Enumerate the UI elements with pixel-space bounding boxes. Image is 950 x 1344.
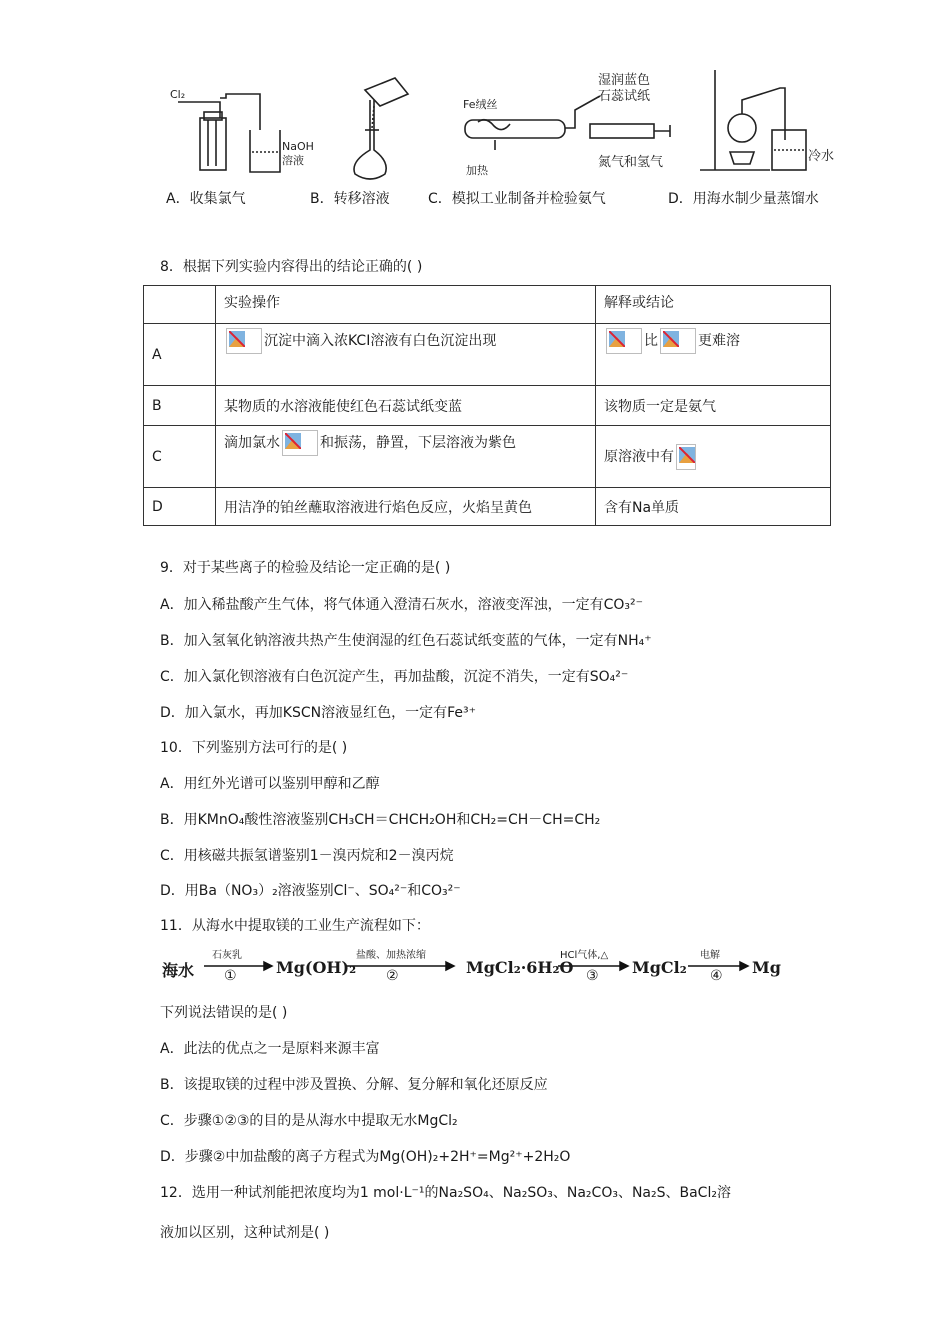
q8-table: [143, 285, 831, 526]
flow-node-seawater: 海水: [162, 961, 195, 980]
q9-option-a: A．加入稀盐酸产生气体，将气体通入澄清石灰水，溶液变浑浊，一定有CO₃²⁻: [160, 597, 643, 613]
q10-option-d: D．用Ba（NO₃）₂溶液鉴别Cl⁻、SO₄²⁻和CO₃²⁻: [160, 883, 461, 899]
apparatus-d-drawing: [700, 70, 806, 170]
q8-row-b: [144, 386, 831, 426]
flow-step-2: ②: [386, 968, 399, 984]
label-heat: 加热: [466, 164, 488, 177]
label-fe-wool: Fe绒丝: [463, 98, 498, 111]
q8-header-operation: 实验操作: [216, 286, 596, 324]
label-paper-1: 湿润蓝色: [598, 73, 651, 88]
q10-option-c: C．用核磁共振氢谱鉴别1－溴丙烷和2－溴丙烷: [160, 848, 454, 864]
flow-step-1: ①: [224, 968, 237, 984]
flow-label-3: HCl气体,△: [560, 950, 609, 961]
apparatus-figure: [160, 70, 860, 188]
q8-stem: 8．根据下列实验内容得出的结论正确的( ): [160, 259, 423, 275]
flow-label-2: 盐酸、加热浓缩: [356, 950, 426, 961]
q11-option-a: A．此法的优点之一是原料来源丰富: [160, 1041, 380, 1057]
q8-c-operation-post: 和振荡，静置，下层溶液为紫色: [320, 435, 516, 451]
apparatus-a-drawing: [178, 94, 280, 172]
flow-label-1: 石灰乳: [212, 950, 242, 961]
flow-label-4: 电解: [700, 950, 720, 961]
q8-c-conclusion-pre: 原溶液中有: [604, 448, 674, 465]
q9-option-d: D．加入氯水，再加KSCN溶液显红色，一定有Fe³⁺: [160, 705, 476, 721]
q11-option-d: D．步骤②中加盐酸的离子方程式为Mg(OH)₂+2H⁺=Mg²⁺+2H₂O: [160, 1149, 571, 1165]
q8-row-label: B: [144, 386, 216, 426]
broken-image-icon: [660, 328, 696, 354]
q8-row-label: C: [144, 426, 216, 488]
q8-row-label: D: [144, 488, 216, 526]
q8-row-a: [144, 324, 831, 386]
q10-option-a: A．用红外光谱可以鉴别甲醇和乙醇: [160, 776, 380, 792]
q10-stem: 10．下列鉴别方法可行的是( ): [160, 740, 348, 756]
broken-image-icon: [226, 328, 262, 354]
label-naoh-2: 溶液: [282, 154, 304, 167]
caption-c: C．模拟工业制备并检验氨气: [428, 191, 606, 207]
q11-option-b: B．该提取镁的过程中涉及置换、分解、复分解和氧化还原反应: [160, 1077, 548, 1093]
q8-b-conclusion: 该物质一定是氨气: [596, 386, 831, 426]
flow-step-4: ④: [710, 968, 723, 984]
q10-option-b: B．用KMnO₄酸性溶液鉴别CH₃CH＝CHCH₂OH和CH₂=CH－CH=CH₂: [160, 812, 601, 828]
q8-d-conclusion: 含有Na单质: [596, 488, 831, 526]
broken-image-icon: [676, 444, 696, 470]
flow-node-mg: Mg: [752, 958, 781, 977]
q11-stem: 11．从海水中提取镁的工业生产流程如下：: [160, 918, 430, 934]
label-gases: 氮气和氢气: [598, 155, 664, 170]
flow-node-mgcl2-hydrate: MgCl₂·6H₂O: [466, 958, 574, 977]
apparatus-b-drawing: [354, 78, 408, 179]
q9-option-c: C．加入氯化钡溶液有白色沉淀产生，再加盐酸，沉淀不消失，一定有SO₄²⁻: [160, 669, 629, 685]
q8-a-conclusion-mid: 比: [644, 333, 658, 349]
q8-a-conclusion-post: 更难溶: [698, 333, 740, 349]
caption-a: A．收集氯气: [166, 191, 246, 207]
q9-option-b: B．加入氢氧化钠溶液共热产生使润湿的红色石蕊试纸变蓝的气体，一定有NH₄⁺: [160, 633, 652, 649]
label-naoh-1: NaOH: [282, 140, 314, 153]
label-cold-water: 冷水: [808, 149, 835, 164]
q8-row-label: A: [144, 324, 216, 386]
broken-image-icon: [606, 328, 642, 354]
q11-sub-stem: 下列说法错误的是( ): [160, 1005, 288, 1021]
q12-line-1: 12．选用一种试剂能把浓度均为1 mol·L⁻¹的Na₂SO₄、Na₂SO₃、Na₂CO₃、Na₂S、BaCl₂溶: [160, 1185, 731, 1201]
q8-a-operation: 沉淀中滴入浓KCI溶液有白色沉淀出现: [264, 333, 497, 349]
flow-node-mgcl2: MgCl₂: [632, 958, 687, 977]
flow-step-3: ③: [586, 968, 599, 984]
q8-row-c: [144, 426, 831, 488]
broken-image-icon: [282, 430, 318, 456]
caption-d: D．用海水制少量蒸馏水: [668, 191, 819, 207]
q12-line-2: 液加以区别，这种试剂是( ): [160, 1225, 330, 1241]
label-cl2: Cl₂: [170, 88, 186, 101]
flow-node-mgoh2: Mg(OH)₂: [276, 958, 357, 977]
q8-c-operation-pre: 滴加氯水: [224, 435, 280, 451]
q9-stem: 9．对于某些离子的检验及结论一定正确的是( ): [160, 560, 451, 576]
q8-d-operation: 用洁净的铂丝蘸取溶液进行焰色反应，火焰呈黄色: [216, 488, 596, 526]
q8-header-conclusion: 解释或结论: [596, 286, 831, 324]
q8-b-operation: 某物质的水溶液能使红色石蕊试纸变蓝: [216, 386, 596, 426]
q8-row-d: [144, 488, 831, 526]
caption-b: B．转移溶液: [310, 191, 390, 207]
q11-flow-diagram: [160, 946, 790, 988]
q11-option-c: C．步骤①②③的目的是从海水中提取无水MgCl₂: [160, 1113, 458, 1129]
label-paper-2: 石蕊试纸: [598, 89, 651, 104]
